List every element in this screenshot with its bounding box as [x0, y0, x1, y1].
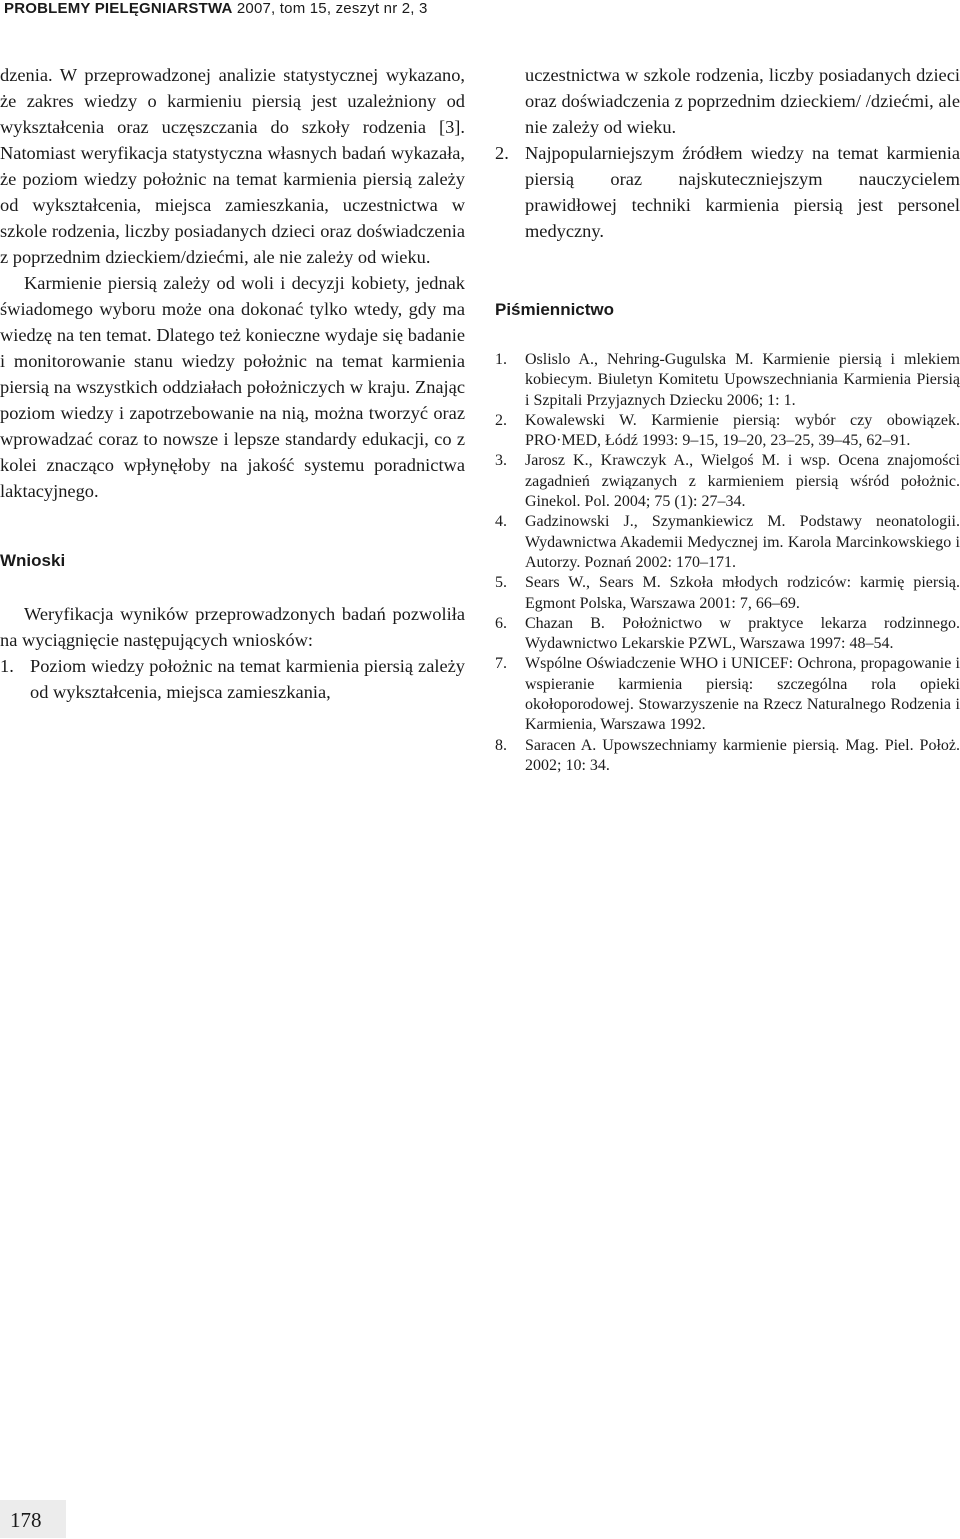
reference-text: Sears W., Sears M. Szkoła młodych rodziców: karmię piersią. Egmont Polska, Warszawa 2001: 7, 66–69.: [525, 574, 960, 612]
right-column: [495, 62, 960, 776]
reference-number: 3.: [495, 452, 507, 470]
conclusion-2-text: Najpopularniejszym źródłem wiedzy na temat karmienia piersią oraz najskuteczniejszym nauczycielem prawidłowej techniki karmienia piersią jest personel medyczny.: [525, 143, 960, 241]
reference-item: [495, 614, 960, 655]
reference-number: 7.: [495, 655, 507, 673]
conclusions-intro: Weryfikacja wyników przeprowadzonych badań pozwoliła na wyciągnięcie następujących wniosków:: [0, 604, 465, 650]
reference-number: 2.: [495, 411, 507, 429]
conclusion-1-text: Poziom wiedzy położnic na temat karmienia piersią zależy od wykształcenia, miejsca zamieszkania,: [30, 656, 465, 702]
conclusion-1-number: 1.: [0, 656, 14, 676]
running-header: [4, 0, 428, 17]
reference-item: [495, 736, 960, 777]
reference-number: 4.: [495, 513, 507, 531]
paragraph-2: Karmienie piersią zależy od woli i decyzji kobiety, jednak świadomego wyboru może ona dokonać tylko wtedy, gdy ma wiedzę na ten temat. Dlatego też konieczne wydaje się badanie i monitorowanie stanu wiedzy położnic na temat karmienia piersią na wszystkich oddziałach położniczych w kraju. Znając poziom wiedzy i zapotrzebowanie na nią, można tworzyć oraz wprowadzać coraz to nowsze i lepsze standardy edukacji, co z kolei znacząco wpłynęłoby na jakość systemu poradnictwa laktacyjnego.: [0, 273, 465, 501]
reference-text: Jarosz K., Krawczyk A., Wielgoś M. i wsp. Ocena znajomości zagadnień związanych z karmieniem piersią wśród położnic. Ginekol. Pol. 2004; 75 (1): 27–34.: [525, 452, 960, 511]
reference-list: [495, 350, 960, 776]
reference-number: 8.: [495, 736, 507, 754]
reference-text: Wspólne Oświadczenie WHO i UNICEF: Ochrona, propagowanie i wspieranie karmienia piersią: szczególna rola opieki okołoporodowej. Stowarzyszenie na Rzecz Naturalnego Rodzenia i Karmienia, Warszawa 1992.: [525, 655, 960, 734]
conclusion-2: [495, 140, 960, 244]
reference-item: [495, 451, 960, 512]
page-number-box: [0, 1500, 66, 1538]
references-heading: Piśmiennictwo: [495, 300, 615, 319]
reference-item: [495, 573, 960, 614]
journal-issue: 2007, tom 15, zeszyt nr 2, 3: [236, 0, 428, 17]
reference-text: Kowalewski W. Karmienie piersią: wybór czy obowiązek. PRO·MED, Łódź 1993: 9–15, 19–20, 23–25, 39–45, 62–91.: [525, 411, 960, 450]
reference-number: 5.: [495, 574, 507, 592]
conclusion-1-continued-text: uczestnictwa w szkole rodzenia, liczby posiadanych dzieci oraz doświadczenia z poprzednim dzieckiem/ /dziećmi, ale nie zależy od wieku.: [525, 65, 960, 137]
conclusion-2-number: 2.: [495, 143, 509, 163]
reference-text: Oslislo A., Nehring-Gugulska M. Karmienie piersią i mlekiem kobiecym. Biuletyn Komitetu Upowszechniania Karmienia Piersią i Szpitali Przyjaznych Dziecku 2006; 1: 1.: [525, 351, 960, 409]
reference-text: Chazan B. Położnictwo w praktyce lekarza rodzinnego. Wydawnictwo Lekarskie PZWL, Warszawa 1997: 48–54.: [525, 614, 960, 653]
paragraph-1: dzenia. W przeprowadzonej analizie statystycznej wykazano, że zakres wiedzy o karmieniu piersią jest uzależniony od wykształcenia oraz uczęszczania do szkoły rodzenia [3]. Natomiast weryfikacja statystyczna własnych badań wykazała, że poziom wiedzy położnic na temat karmienia piersią zależy od wykształcenia, miejsca zamieszkania, uczestnictwa w szkole rodzenia, liczby posiadanych dzieci oraz doświadczenia z poprzednim dzieckiem/dziećmi, ale nie zależy od wieku.: [0, 65, 465, 267]
reference-text: Gadzinowski J., Szymankiewicz M. Podstawy neonatologii. Wydawnictwa Akademii Medycznej im. Karola Marcinkowskiego i Autorzy. Poznań 2002: 170–171.: [525, 513, 960, 571]
page-number: 178: [10, 1508, 42, 1532]
conclusion-1-continued: [495, 62, 960, 140]
conclusions-heading: Wnioski: [0, 551, 66, 570]
conclusion-1: [0, 653, 465, 705]
reference-text: Saracen A. Upowszechniamy karmienie piersią. Mag. Piel. Położ. 2002; 10: 34.: [525, 736, 960, 774]
reference-number: 1.: [495, 351, 507, 368]
left-column: [0, 62, 465, 705]
reference-number: 6.: [495, 614, 507, 632]
journal-title: PROBLEMY PIELĘGNIARSTWA: [4, 0, 233, 17]
reference-item: [495, 350, 960, 411]
reference-item: [495, 411, 960, 452]
reference-item: [495, 512, 960, 573]
reference-item: [495, 654, 960, 735]
